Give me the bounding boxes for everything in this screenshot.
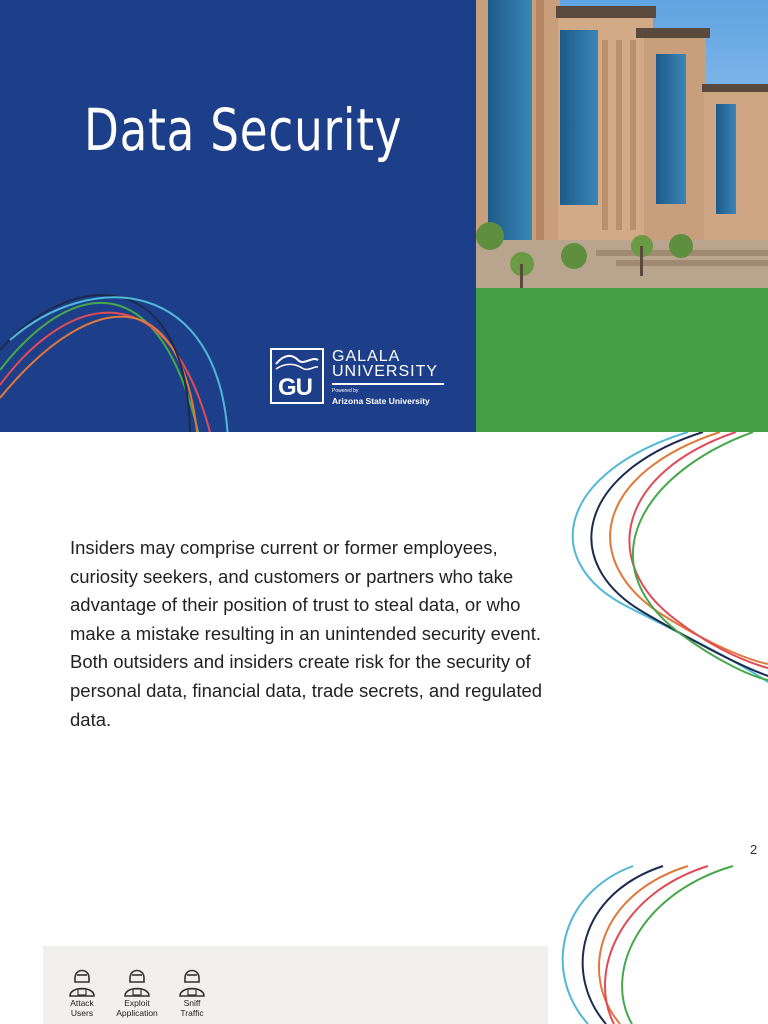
logo-powered-by: Powered by (332, 388, 359, 394)
threat-label-line2: Application (116, 1008, 158, 1018)
green-accent-block (476, 288, 768, 432)
decorative-curves (0, 280, 260, 432)
mountain-wave-icon (272, 350, 322, 374)
threats-slide (0, 864, 768, 1024)
logo-name-line1: GALALA (332, 348, 401, 365)
threat-label-line1: Exploit (124, 998, 150, 1008)
threat-label-line2: Users (70, 1008, 94, 1018)
threat-label-line2: Traffic (180, 1008, 204, 1018)
threat-panel (43, 946, 548, 1024)
decorative-curves (548, 432, 768, 732)
logo-initials: GU (278, 374, 312, 401)
title-slide (0, 0, 768, 432)
campus-photo (476, 0, 768, 288)
logo-partner: Arizona State University (332, 396, 430, 406)
decorative-curves (548, 864, 768, 1024)
threat-exploit-application (114, 962, 160, 1018)
threat-label-line1: Attack (70, 998, 94, 1008)
hooded-attacker-icon (177, 962, 207, 998)
campus-building-image (476, 0, 768, 288)
hooded-attacker-icon (67, 962, 97, 998)
threat-sniff-traffic (169, 962, 215, 1018)
logo-emblem (270, 348, 324, 404)
slide-title: Data Security (84, 96, 403, 164)
logo-divider (332, 383, 444, 385)
threat-attack-users (59, 962, 105, 1018)
hooded-attacker-icon (122, 962, 152, 998)
body-paragraph: Insiders may comprise current or former employees, curiosity seekers, and customers or partners who take advantage of their position of trust to steal data, or who make a mistake resulting in an unintended security event. Both outsiders and insiders create risk for the security of personal data, financial data, trade secrets, and regulated data. (70, 537, 543, 730)
page-number: 2 (750, 842, 758, 857)
threat-label-line1: Sniff (183, 998, 201, 1008)
title-panel (0, 0, 476, 432)
logo-name-line2: UNIVERSITY (332, 363, 439, 380)
content-slide (0, 432, 768, 864)
university-logo (270, 348, 450, 408)
